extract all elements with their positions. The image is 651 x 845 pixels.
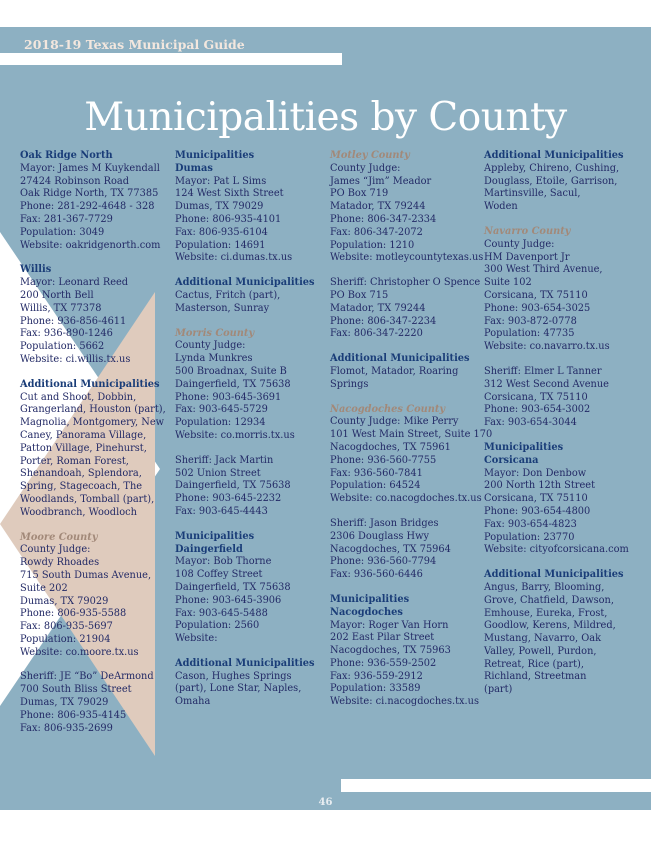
entry-line: Daingerfield, TX 75638 (175, 480, 291, 492)
directory-section (484, 366, 634, 430)
entry-line: Phone: 281-292-4648 - 328 (20, 201, 155, 213)
entry-line: Fax: 936-559-2912 (330, 670, 423, 682)
entry-line: Mayor: Roger Van Horn (330, 619, 449, 631)
entry-line: Website: cityofcorsicana.com (484, 544, 629, 556)
entry-line: County Judge: Mike Perry (330, 416, 459, 428)
entry-line: Douglass, Etoile, Garrison, (484, 175, 618, 187)
section-heading: Municipalities (330, 593, 410, 605)
entry-line: Suite 202 (20, 582, 68, 594)
section-heading: Municipalities (175, 530, 255, 542)
entry-line: Daingerfield, TX 75638 (175, 378, 291, 390)
entry-line: Website: ci.dumas.tx.us (175, 252, 293, 264)
entry-line: County Judge: (20, 544, 91, 556)
entry-line: Emhouse, Eureka, Frost, (484, 607, 608, 619)
entry-line: Website: co.morris.tx.us (175, 429, 295, 441)
entry-line: Dumas, TX 79029 (20, 697, 109, 709)
directory-section (175, 277, 325, 315)
entry-line: Phone: 903-645-3906 (175, 594, 282, 606)
entry-line: 312 West Second Avenue (484, 378, 609, 390)
entry-line: Phone: 903-654-4800 (484, 505, 591, 517)
entry-line: Mayor: Leonard Reed (20, 277, 129, 289)
municipality-name: Nacogdoches (330, 606, 403, 618)
entry-line: Population: 64524 (330, 480, 421, 492)
entry-line: Daingerfield, TX 75638 (175, 581, 291, 593)
section-heading: Willis (20, 264, 52, 276)
entry-line: James “Jim” Meador (330, 175, 432, 187)
entry-line: Richland, Streetman (484, 671, 587, 683)
page-title: Municipalities by County (84, 95, 567, 140)
entry-line: Valley, Powell, Purdon, (484, 645, 597, 657)
entry-line: Suite 102 (484, 277, 532, 289)
entry-line: Goodlow, Kerens, Mildred, (484, 620, 616, 632)
entry-line: Grangerland, Houston (part), (20, 404, 166, 416)
entry-line: Retreat, Rice (part), (484, 658, 584, 670)
column-2 (175, 150, 325, 721)
section-heading: Municipalities (175, 150, 255, 161)
entry-line: Mayor: Pat L Sims (175, 175, 267, 187)
entry-line: Phone: 806-347-2234 (330, 315, 437, 327)
entry-line: Grove, Chatfield, Dawson, (484, 594, 614, 606)
entry-line: Fax: 806-935-6104 (175, 226, 268, 238)
entry-line: Population: 33589 (330, 683, 421, 695)
section-heading: Additional Municipalities (175, 277, 315, 289)
entry-line: Phone: 903-645-3691 (175, 391, 282, 403)
entry-line: (part), Lone Star, Naples, (175, 683, 302, 695)
entry-line: Mayor: Bob Thorne (175, 556, 272, 568)
entry-line: Fax: 936-560-7841 (330, 467, 423, 479)
entry-line: Patton Village, Pinehurst, (20, 442, 147, 454)
entry-line: Caney, Panorama Village, (20, 429, 147, 441)
entry-line: Porter, Roman Forest, (20, 455, 129, 467)
entry-line: 200 North Bell (20, 289, 94, 301)
entry-line: Woodbranch, Woodloch (20, 506, 137, 518)
entry-line: Website: co.nacogdoches.tx.us (330, 493, 482, 505)
entry-line: Nacogdoches, TX 75961 (330, 441, 451, 453)
directory-section (330, 277, 480, 341)
entry-line: Martinsville, Sacul, (484, 188, 581, 200)
directory-section (484, 569, 634, 697)
entry-line: Fax: 903-654-3044 (484, 417, 577, 429)
directory-section (330, 518, 480, 582)
entry-line: Dumas, TX 79029 (20, 595, 109, 607)
entry-line: 500 Broadnax, Suite B (175, 365, 287, 377)
entry-line: (part) (484, 684, 513, 696)
entry-line: Woden (484, 201, 518, 213)
county-heading: Motley County (330, 150, 410, 161)
entry-line: Flomot, Matador, Roaring (330, 365, 459, 377)
entry-line: County Judge: (330, 162, 401, 174)
entry-line: Angus, Barry, Blooming, (484, 581, 605, 593)
entry-line: Masterson, Sunray (175, 302, 270, 314)
entry-line: Population: 12934 (175, 417, 266, 429)
entry-line: Population: 23770 (484, 531, 575, 543)
entry-line: 715 South Dumas Avenue, (20, 569, 152, 581)
entry-line: Sheriff: Jason Bridges (330, 517, 439, 529)
entry-line: PO Box 719 (330, 188, 389, 200)
entry-line: Population: 21904 (20, 633, 111, 645)
running-header: 2018-19 Texas Municipal Guide (24, 37, 245, 52)
entry-line: Fax: 903-645-4443 (175, 505, 268, 517)
entry-line: Population: 47735 (484, 328, 575, 340)
section-heading: Additional Municipalities (175, 657, 315, 669)
entry-line: Cut and Shoot, Dobbin, (20, 391, 137, 403)
entry-line: 27424 Robinson Road (20, 175, 130, 187)
directory-section (175, 150, 325, 265)
entry-line: Corsicana, TX 75110 (484, 493, 588, 505)
entry-line: Phone: 936-560-7755 (330, 454, 437, 466)
directory-section (20, 532, 170, 660)
directory-section (175, 455, 325, 519)
entry-line: 700 South Bliss Street (20, 684, 132, 696)
entry-line: Fax: 903-645-5729 (175, 404, 268, 416)
county-heading: Moore County (20, 531, 98, 543)
directory-section (330, 594, 480, 709)
entry-line: Fax: 806-935-5697 (20, 621, 113, 633)
entry-line: Fax: 936-890-1246 (20, 328, 113, 340)
municipality-name: Daingerfield (175, 543, 243, 555)
entry-line: Population: 14691 (175, 239, 266, 251)
municipality-name: Dumas (175, 162, 213, 174)
entry-line: Phone: 903-654-3025 (484, 302, 591, 314)
directory-section (330, 150, 484, 265)
directory-section (484, 150, 634, 214)
directory-section (20, 150, 170, 252)
directory-section (484, 442, 634, 557)
entry-line: Website: motleycountytexas.us (330, 252, 484, 264)
entry-line: 200 North 12th Street (484, 480, 596, 492)
entry-line: Phone: 806-935-5588 (20, 608, 127, 620)
directory-section (330, 353, 480, 391)
entry-line: Fax: 281-367-7729 (20, 213, 113, 225)
entry-line: Phone: 936-559-2502 (330, 657, 437, 669)
directory-section (484, 226, 634, 354)
entry-line: 108 Coffey Street (175, 569, 263, 581)
entry-line: Appleby, Chireno, Cushing, (484, 162, 620, 174)
entry-line: Fax: 936-560-6446 (330, 569, 423, 581)
directory-section (175, 328, 325, 443)
entry-line: Corsicana, TX 75110 (484, 289, 588, 301)
section-heading: Additional Municipalities (20, 378, 160, 390)
entry-line: Sheriff: Christopher O Spence (330, 277, 481, 289)
entry-line: 101 West Main Street, Suite 170 (330, 429, 493, 441)
entry-line: Website: (175, 633, 218, 645)
entry-line: County Judge: (175, 340, 246, 352)
entry-line: Oak Ridge North, TX 77385 (20, 188, 159, 200)
entry-line: Phone: 903-654-3002 (484, 404, 591, 416)
entry-line: 502 Union Street (175, 467, 261, 479)
entry-line: 202 East Pilar Street (330, 632, 435, 644)
entry-line: Phone: 903-645-2232 (175, 493, 282, 505)
county-heading: Nacogdoches County (330, 403, 446, 415)
entry-line: Phone: 806-935-4101 (175, 213, 282, 225)
column-4 (484, 150, 634, 709)
page-number: 46 (318, 797, 333, 808)
entry-line: Population: 5662 (20, 341, 105, 353)
entry-line: Population: 1210 (330, 239, 415, 251)
entry-line: 300 West Third Avenue, (484, 264, 603, 276)
entry-line: Cactus, Fritch (part), (175, 289, 281, 301)
entry-line: Matador, TX 79244 (330, 302, 426, 314)
entry-line: Sheriff: Jack Martin (175, 454, 274, 466)
entry-line: Website: ci.willis.tx.us (20, 353, 131, 365)
directory-section (20, 264, 170, 366)
column-1 (20, 150, 170, 747)
entry-line: Cason, Hughes Springs (175, 670, 292, 682)
entry-line: Rowdy Rhoades (20, 557, 100, 569)
entry-line: Magnolia, Montgomery, New (20, 417, 165, 429)
directory-section (20, 379, 170, 520)
section-heading: Additional Municipalities (484, 150, 624, 161)
entry-line: Shenandoah, Splendora, (20, 468, 142, 480)
entry-line: Fax: 903-872-0778 (484, 315, 577, 327)
section-heading: Municipalities (484, 441, 564, 453)
entry-line: Fax: 903-654-4823 (484, 518, 577, 530)
entry-line: Phone: 936-560-7794 (330, 556, 437, 568)
entry-line: Woodlands, Tomball (part), (20, 493, 155, 505)
county-heading: Navarro County (484, 225, 571, 237)
footer-bar-full (0, 810, 651, 825)
entry-line: Spring, Stagecoach, The (20, 481, 143, 493)
entry-line: Fax: 806-347-2220 (330, 328, 423, 340)
entry-line: Sheriff: JE “Bo” DeArmond (20, 671, 154, 683)
entry-line: Population: 2560 (175, 620, 260, 632)
section-heading: Oak Ridge North (20, 150, 113, 161)
entry-line: Matador, TX 79244 (330, 201, 426, 213)
header-underline-bar (0, 53, 342, 65)
entry-line: Fax: 806-347-2072 (330, 226, 423, 238)
entry-line: Population: 3049 (20, 226, 105, 238)
entry-line: Dumas, TX 79029 (175, 201, 264, 213)
section-heading: Additional Municipalities (484, 569, 624, 581)
directory-section (330, 403, 493, 506)
municipality-name: Corsicana (484, 454, 539, 466)
column-3 (330, 150, 493, 721)
entry-line: Lynda Munkres (175, 353, 253, 365)
entry-line: Phone: 806-935-4145 (20, 709, 127, 721)
entry-line: Website: oakridgenorth.com (20, 239, 161, 251)
entry-line: HM Davenport Jr (484, 251, 570, 263)
entry-line: Website: co.moore.tx.us (20, 646, 139, 658)
entry-line: Corsicana, TX 75110 (484, 391, 588, 403)
entry-line: Mustang, Navarro, Oak (484, 633, 602, 645)
entry-line: Nacogdoches, TX 75963 (330, 645, 451, 657)
entry-line: Website: co.navarro.tx.us (484, 341, 610, 353)
entry-line: Springs (330, 378, 369, 390)
directory-section (20, 671, 170, 735)
entry-line: Mayor: James M Kuykendall (20, 162, 160, 174)
entry-line: 2306 Douglass Hwy (330, 530, 429, 542)
top-bar (0, 20, 651, 27)
entry-line: 124 West Sixth Street (175, 188, 284, 200)
entry-line: Phone: 936-856-4611 (20, 315, 127, 327)
county-heading: Morris County (175, 327, 255, 339)
entry-line: PO Box 715 (330, 289, 389, 301)
entry-line: Fax: 806-935-2699 (20, 722, 113, 734)
entry-line: County Judge: (484, 238, 555, 250)
entry-line: Website: ci.nacogdoches.tx.us (330, 696, 480, 708)
entry-line: Sheriff: Elmer L Tanner (484, 365, 602, 377)
entry-line: Fax: 903-645-5488 (175, 607, 268, 619)
directory-section (175, 531, 325, 646)
entry-line: Willis, TX 77378 (20, 302, 102, 314)
entry-line: Omaha (175, 696, 211, 708)
directory-section (175, 658, 325, 709)
footer-bar-right (341, 779, 651, 792)
entry-line: Nacogdoches, TX 75964 (330, 543, 451, 555)
section-heading: Additional Municipalities (330, 353, 470, 365)
entry-line: Mayor: Don Denbow (484, 467, 587, 479)
entry-line: Phone: 806-347-2334 (330, 213, 437, 225)
